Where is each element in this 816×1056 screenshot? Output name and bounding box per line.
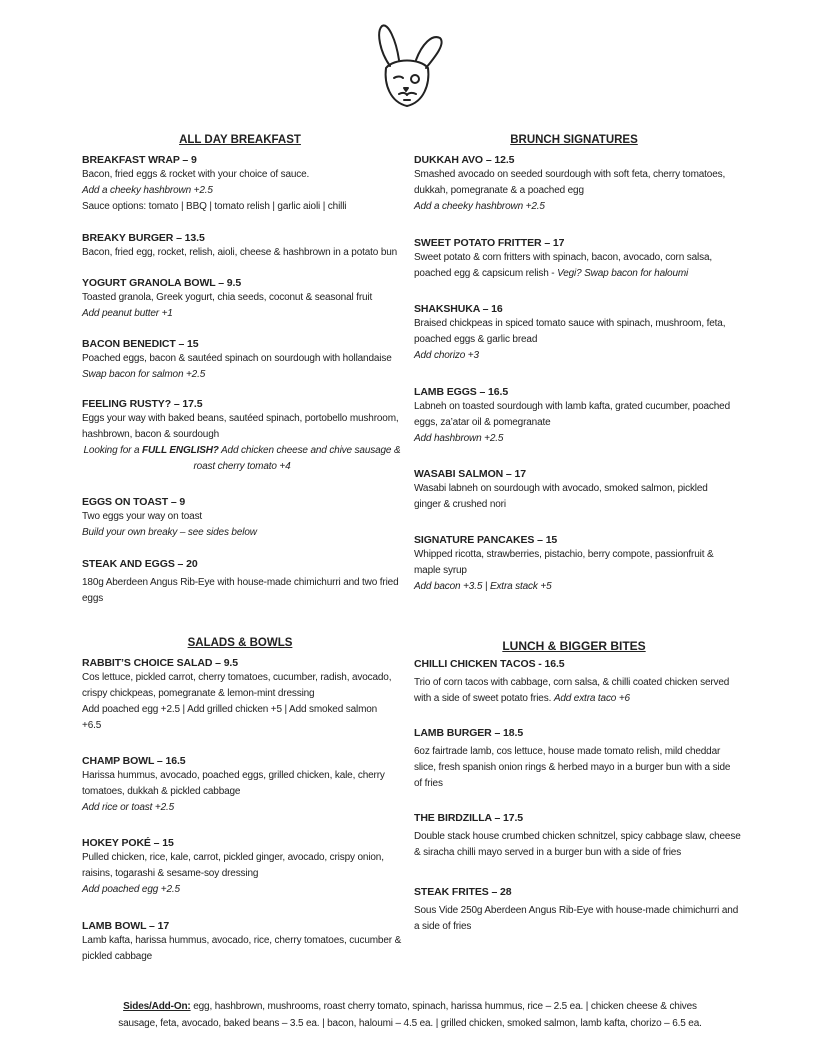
menu-item-title: STEAK AND EGGS – 20	[82, 558, 198, 570]
menu-item-description: Double stack house crumbed chicken schnitzel, spicy cabbage slaw, cheese	[414, 831, 741, 842]
menu-item-sauce-options: Sauce options: tomato | BBQ | tomato relish | garlic aioli | chilli	[82, 201, 347, 212]
menu-item-description: Pulled chicken, rice, kale, carrot, pickled ginger, avocado, crispy onion,	[82, 852, 384, 863]
menu-item-title: STEAK FRITES – 28	[414, 886, 512, 898]
menu-item-description: Bacon, fried eggs & rocket with your choice of sauce.	[82, 169, 310, 180]
menu-item-note: Looking for a FULL ENGLISH? Add chicken cheese and chive sausage &	[83, 445, 401, 456]
footer-label: Sides/Add-On:	[123, 1001, 191, 1012]
menu-item-title: SIGNATURE PANCAKES – 15	[414, 534, 558, 546]
menu-item-title: LAMB BOWL – 17	[82, 920, 170, 932]
menu-item-title: LAMB BURGER – 18.5	[414, 727, 524, 739]
menu-item-description: a side of fries	[414, 921, 472, 932]
menu-item-signature-pancakes	[414, 533, 744, 595]
menu-item-description: Add poached egg +2.5 | Add grilled chicken +5 | Add smoked salmon	[82, 704, 378, 715]
menu-item-title: SWEET POTATO FRITTER – 17	[414, 237, 565, 249]
menu-item-addon: Add poached egg +2.5	[82, 884, 180, 895]
menu-item-title: BREAKY BURGER – 13.5	[82, 232, 205, 244]
menu-item-lamb-burger	[414, 726, 744, 792]
menu-item-title: BACON BENEDICT – 15	[82, 338, 199, 350]
menu-item-description: Harissa hummus, avocado, poached eggs, grilled chicken, kale, cherry	[82, 770, 385, 781]
menu-item-description: & siracha chilli mayo served in a burger bun with a side of fries	[414, 847, 682, 858]
rabbit-logo-icon	[366, 22, 448, 112]
menu-item-eggs-on-toast	[82, 495, 412, 541]
sides-add-on-footer	[80, 998, 740, 1032]
menu-item-the-birdzilla	[414, 811, 744, 861]
menu-item-note: roast cherry tomato +4	[193, 461, 291, 472]
menu-item-title: EGGS ON TOAST – 9	[82, 496, 186, 508]
menu-item-title: CHAMP BOWL – 16.5	[82, 755, 186, 767]
menu-item-addon: Add peanut butter +1	[82, 308, 173, 319]
menu-item-description: slice, fresh spanish onion rings & herbed mayo in a burger bun with a side	[414, 762, 731, 773]
menu-item-title: THE BIRDZILLA – 17.5	[414, 812, 524, 824]
menu-item-bacon-benedict	[82, 337, 412, 383]
menu-item-breaky-burger	[82, 231, 412, 261]
menu-item-description: Smashed avocado on seeded sourdough with soft feta, cherry tomatoes,	[414, 169, 726, 180]
menu-item-lamb-bowl	[82, 919, 412, 965]
menu-item-description: ginger & crushed nori	[414, 499, 506, 510]
menu-item-title: BREAKFAST WRAP – 9	[82, 154, 197, 166]
menu-item-title: SHAKSHUKA – 16	[414, 303, 503, 315]
menu-item-description: hashbrown, bacon & sourdough	[82, 429, 220, 440]
menu-item-rabbits-choice-salad	[82, 656, 412, 734]
menu-item-chilli-chicken-tacos	[414, 657, 744, 707]
menu-item-description: maple syrup	[414, 565, 467, 576]
menu-item-description: crispy chickpeas, pomegranate & lemon-mint dressing	[82, 688, 315, 699]
menu-item-wasabi-salmon	[414, 467, 744, 513]
section-title-salads-bowls: SALADS & BOWLS	[187, 637, 293, 649]
menu-item-title: YOGURT GRANOLA BOWL – 9.5	[82, 277, 242, 289]
menu-item-description: eggs, za’atar oil & pomegranate	[414, 417, 551, 428]
section-title-all-day-breakfast: ALL DAY BREAKFAST	[179, 134, 301, 146]
menu-item-yogurt-granola-bowl	[82, 276, 412, 322]
menu-item-steak-and-eggs	[82, 557, 412, 607]
menu-item-sweet-potato-fritter	[414, 236, 744, 282]
section-title-lunch-bigger-bites: LUNCH & BIGGER BITES	[502, 639, 646, 653]
menu-item-description: Eggs your way with baked beans, sautéed spinach, portobello mushroom,	[82, 413, 399, 424]
menu-item-addon: Build your own breaky – see sides below	[82, 527, 257, 538]
menu-item-description: Lamb kafta, harissa hummus, avocado, rice, cherry tomatoes, cucumber &	[82, 935, 402, 946]
menu-item-champ-bowl	[82, 754, 412, 816]
menu-item-addon: Add bacon +3.5 | Extra stack +5	[414, 581, 552, 592]
section-title-brunch-signatures: BRUNCH SIGNATURES	[510, 134, 638, 146]
menu-item-description: Whipped ricotta, strawberries, pistachio, berry compote, passionfruit &	[414, 549, 714, 560]
menu-item-description: Wasabi labneh on sourdough with avocado, smoked salmon, pickled	[414, 483, 708, 494]
menu-item-addon: Swap bacon for salmon +2.5	[82, 369, 206, 380]
menu-item-description: Bacon, fried egg, rocket, relish, aioli, cheese & hashbrown in a potato bun	[82, 247, 398, 258]
menu-item-description: tomatoes, dukkah & pickled cabbage	[82, 786, 241, 797]
menu-item-shakshuka	[414, 302, 744, 364]
menu-item-description: of fries	[414, 778, 443, 789]
menu-item-title: RABBIT’S CHOICE SALAD – 9.5	[82, 657, 238, 669]
menu-item-steak-frites	[414, 885, 744, 935]
menu-item-description: poached egg & capsicum relish - Vegi? Swap bacon for haloumi	[414, 268, 689, 279]
menu-item-description: eggs	[82, 593, 104, 604]
menu-item-description: Toasted granola, Greek yogurt, chia seeds, coconut & seasonal fruit	[82, 292, 373, 303]
menu-item-description: Braised chickpeas in spiced tomato sauce with spinach, mushroom, feta,	[414, 318, 726, 329]
menu-item-addon: Add a cheeky hashbrown +2.5	[414, 201, 545, 212]
menu-item-description: Two eggs your way on toast	[82, 511, 203, 522]
menu-item-description: Poached eggs, bacon & sautéed spinach on sourdough with hollandaise	[82, 353, 392, 364]
menu-item-lamb-eggs	[414, 385, 744, 447]
menu-item-breakfast-wrap	[82, 153, 412, 215]
menu-item-feeling-rusty	[82, 397, 402, 475]
menu-item-title: HOKEY POKÉ – 15	[82, 837, 174, 849]
menu-item-title: LAMB EGGS – 16.5	[414, 386, 509, 398]
menu-item-description: Sweet potato & corn fritters with spinach, bacon, avocado, corn salsa,	[414, 252, 712, 263]
menu-item-addon: Add hashbrown +2.5	[414, 433, 504, 444]
menu-item-description: raisins, togarashi & sesame-soy dressing	[82, 868, 259, 879]
menu-item-description: Labneh on toasted sourdough with lamb kafta, grated cucumber, poached	[414, 401, 730, 412]
menu-item-title: CHILLI CHICKEN TACOS - 16.5	[414, 658, 565, 670]
menu-item-description: poached eggs & garlic bread	[414, 334, 538, 345]
menu-item-hokey-poke	[82, 836, 412, 898]
menu-item-description: Cos lettuce, pickled carrot, cherry tomatoes, cucumber, radish, avocado,	[82, 672, 392, 683]
menu-item-title: WASABI SALMON – 17	[414, 468, 526, 480]
menu-item-description: +6.5	[82, 720, 102, 731]
menu-item-description: 180g Aberdeen Angus Rib-Eye with house-made chimichurri and two fried	[82, 577, 399, 588]
menu-item-addon: Add chorizo +3	[414, 350, 479, 361]
menu-item-title: FEELING RUSTY? – 17.5	[82, 398, 203, 410]
menu-item-title: DUKKAH AVO – 12.5	[414, 154, 515, 166]
footer-line-1: Sides/Add-On: egg, hashbrown, mushrooms, roast cherry tomato, spinach, harissa hummus, rice – 2.5 ea. | chicken cheese & chives	[123, 1001, 697, 1012]
menu-item-description: dukkah, pomegranate & a poached egg	[414, 185, 584, 196]
menu-item-description: Sous Vide 250g Aberdeen Angus Rib-Eye with house-made chimichurri and	[414, 905, 739, 916]
menu-item-description: pickled cabbage	[82, 951, 153, 962]
menu-item-description: with a side of sweet potato fries. Add extra taco +6	[414, 693, 630, 704]
menu-item-addon: Add rice or toast +2.5	[82, 802, 175, 813]
menu-item-description: 6oz fairtrade lamb, cos lettuce, house made tomato relish, mild cheddar	[414, 746, 721, 757]
menu-item-addon: Add a cheeky hashbrown +2.5	[82, 185, 213, 196]
footer-line-2: sausage, feta, avocado, baked beans – 3.5 ea. | bacon, haloumi – 4.5 ea. | grilled chicken, smoked salmon, lamb kafta, chorizo – 6.5 ea.	[118, 1018, 702, 1029]
menu-item-dukkah-avo	[414, 153, 744, 215]
menu-item-description: Trio of corn tacos with cabbage, corn salsa, & chilli coated chicken served	[414, 677, 730, 688]
